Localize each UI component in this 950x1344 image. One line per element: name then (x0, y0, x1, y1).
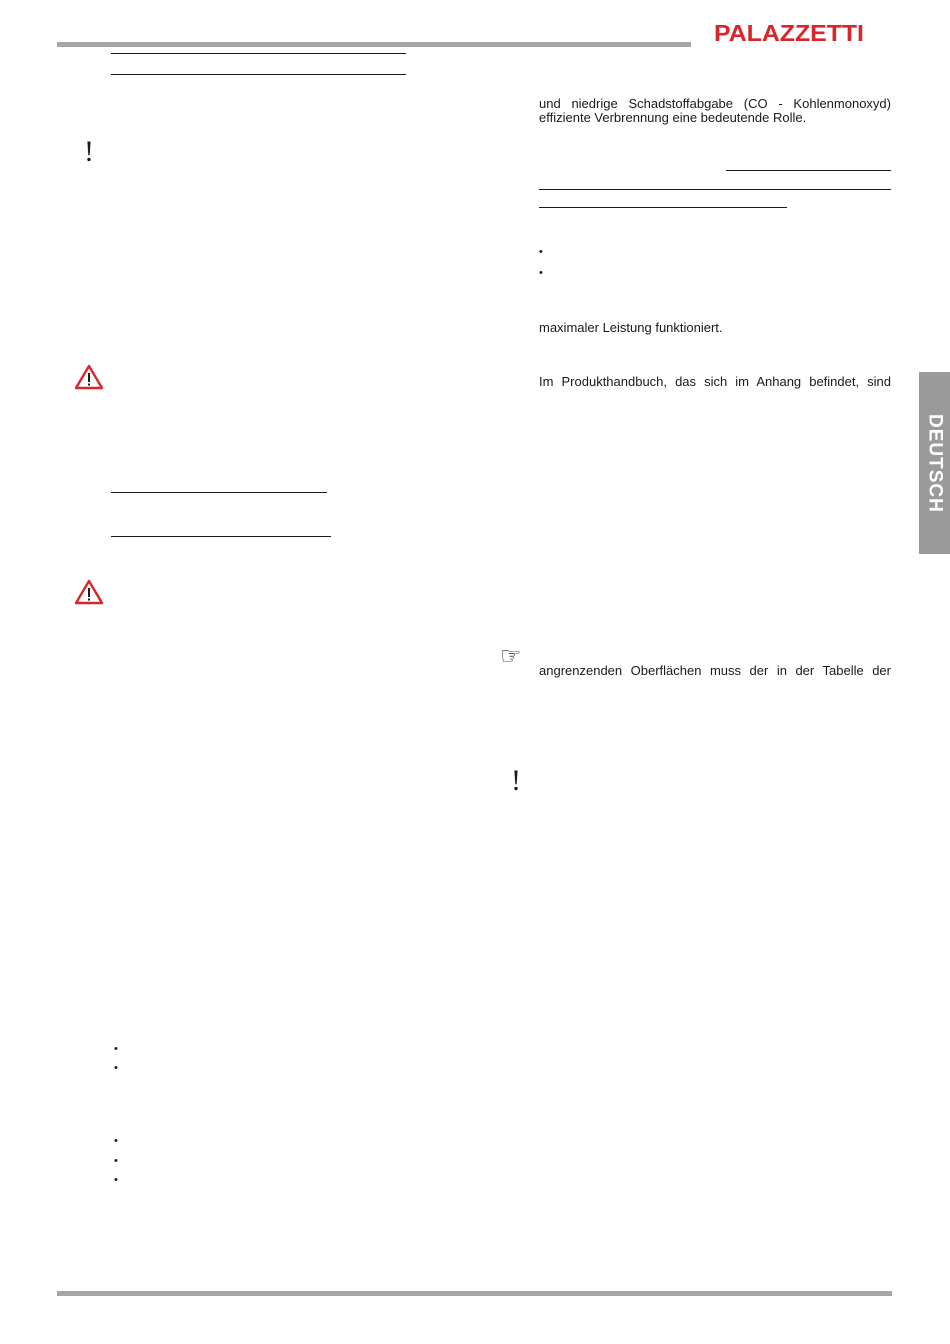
brand-logo: PALAZZETTI (714, 20, 864, 46)
heading-underline (111, 53, 406, 54)
paragraph-line: und niedrige Schadstoffabgabe (CO - Kohlenmonoxyd) (539, 96, 891, 111)
header-rule (57, 42, 691, 47)
bullet-icon: • (539, 246, 543, 258)
paragraph-line: Im Produkthandbuch, das sich im Anhang befindet, sind (539, 374, 891, 389)
text-underline (726, 170, 891, 171)
subheading-underline (111, 492, 327, 493)
pointing-hand-icon: ☞ (500, 642, 522, 670)
language-tab-label: DEUTSCH (924, 413, 946, 513)
bullet-icon: • (114, 1135, 118, 1147)
paragraph-line: angrenzenden Oberflächen muss der in der Tabelle der (539, 663, 891, 678)
bullet-icon: • (114, 1174, 118, 1186)
language-tab (919, 372, 950, 554)
bullet-icon: • (114, 1155, 118, 1167)
bullet-icon: • (114, 1043, 118, 1055)
heading-underline (111, 74, 406, 75)
bullet-icon: • (114, 1062, 118, 1074)
paragraph-line: maximaler Leistung funktioniert. (539, 320, 723, 335)
warning-triangle-icon (74, 364, 104, 390)
paragraph-line: effiziente Verbrennung eine bedeutende Rolle. (539, 110, 807, 125)
exclamation-icon: ! (511, 764, 521, 797)
subheading-underline (111, 536, 331, 537)
text-underline (539, 207, 787, 208)
bullet-icon: • (539, 267, 543, 279)
exclamation-icon: ! (84, 135, 94, 168)
footer-rule (57, 1291, 892, 1296)
text-underline (539, 189, 891, 190)
warning-triangle-icon (74, 579, 104, 605)
